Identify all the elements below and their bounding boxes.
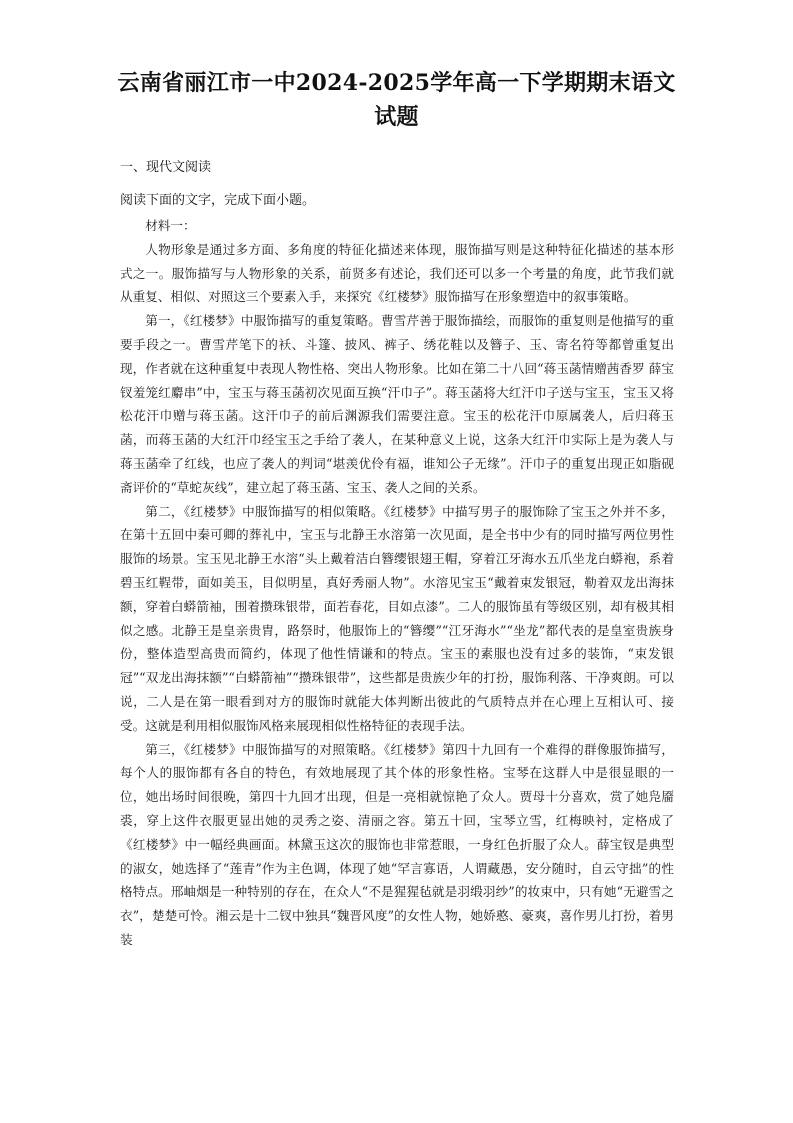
section-heading: 一、现代文阅读: [120, 160, 212, 175]
paragraph-contrast: 第三，《红楼梦》中服饰描写的对照策略。《红楼梦》第四十九回有一个难得的群像服饰描写，每个人的服饰都有各自的特色，有效地展现了其个体的形象性格。宝琴在这群人中是很显眼的一位，她出场时间很晚，第四十九回才出现，但是一亮相就惊艳了众人。贾母十分喜欢，赏了她凫靥裘，穿上这件衣服更显出她的灵秀之姿、清丽之容。第五十回，宝琴立雪，红梅映衬，定格成了《红楼梦》中一幅经典画面。林黛玉这次的服饰也非常惹眼，一身红色折服了众人。薛宝钗是典型的淑女，她选择了“莲青”作为主色调，体现了她“罕言寡语，人谓藏愚，安分随时，自云守拙”的性格特点。邢岫烟是一种特别的存在，在众人“不是猩猩毡就是羽缎羽纱”的妆束中，只有她“无避雪之衣”，楚楚可怜。湘云是十二钗中独具“魏晋风度”的女性人物，她娇憨、豪爽，喜作男儿打扮，着男装: [120, 741, 674, 947]
paragraph-similarity: 第二，《红楼梦》中服饰描写的相似策略。《红楼梦》中描写男子的服饰除了宝玉之外并不多，在第十五回中秦可卿的葬礼中，宝玉与北静王水溶第一次见面，是全书中少有的同时描写两位男性服饰的场景。宝玉见北静王水溶“头上戴着洁白簪缨银翅王帽，穿着江牙海水五爪坐龙白蟒袍，系着碧玉红鞓带，面如美玉，目似明星，真好秀丽人物”。水溶见宝玉“戴着束发银冠，勒着双龙出海抹额，穿着白蟒箭袖，围着攒珠银带，面若春花，目如点漆”。二人的服饰虽有等级区别，却有极其相似之感。北静王是皇亲贵胄，路祭时，他服饰上的“簪缨”“江牙海水”“坐龙”都代表的是皇室贵族身份，整体造型高贵而简约，体现了他性情谦和的特点。宝玉的素服也没有过多的装饰，“束发银冠”“双龙出海抹额”“白蟒箭袖”“攒珠银带”，这些都是贵族少年的打扮，服饰利落、干净爽朗。可以说，二人是在第一眼看到对方的服饰时就能大体判断出彼此的气质特点并在心理上互相认可、接受。这就是利用相似服饰风格来展现相似性格特征的表现手法。: [120, 503, 674, 733]
reading-instruction: 阅读下面的文字，完成下面小题。: [120, 193, 316, 208]
page-title: 云南省丽江市一中2024-2025学年高一下学期期末语文试题: [117, 70, 676, 130]
reading-passage: [120, 214, 674, 952]
material-label: 材料一：: [145, 218, 196, 233]
paragraph-repetition: 第一，《红楼梦》中服饰描写的重复策略。曹雪芹善于服饰描绘，而服饰的重复则是他描写的重要手段之一。曹雪芹笔下的袄、斗篷、披风、裤子、绣花鞋以及簪子、玉、寄名符等都曾重复出现，作者就在这种重复中表现人物性格、突出人物形象。比如在第二十八回“蒋玉菡情赠茜香罗 薛宝钗羞笼红麝串”中，宝玉与蒋玉菡初次见面互换“汗巾子”。蒋玉菡将大红汗巾子送与宝玉，宝玉又将松花汗巾赠与蒋玉菡。这汗巾子的前后渊源我们需要注意。宝玉的松花汗巾原属袭人，后归蒋玉菡，而蒋玉菡的大红汗巾经宝玉之手给了袭人，在某种意义上说，这条大红汗巾实际上是为袭人与蒋玉菡牵了红线，也应了袭人的判词“堪羡优伶有福，谁知公子无缘”。汗巾子的重复出现正如脂砚斋评价的“草蛇灰线”，建立起了蒋玉菡、宝玉、袭人之间的关系。: [120, 313, 674, 495]
paragraph-intro: 人物形象是通过多方面、多角度的特征化描述来体现，服饰描写则是这种特征化描述的基本形式之一。服饰描写与人物形象的关系，前贤多有述论，我们还可以多一个考量的角度，此节我们就从重复、相似、对照这三个要素入手，来探究《红楼梦》服饰描写在形象塑造中的叙事策略。: [120, 241, 674, 305]
